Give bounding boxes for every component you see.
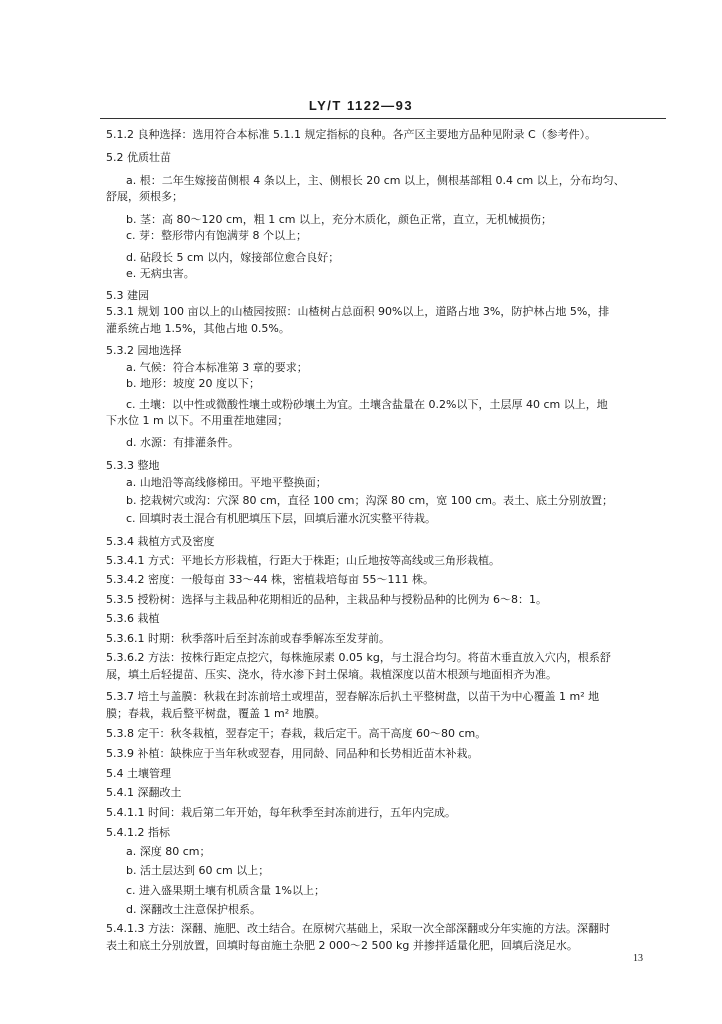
item-b-pits: b. 挖栽树穴或沟：穴深 80 cm，直径 100 cm；沟深 80 cm，宽 100 cm。表土、底土分别放置； — [126, 494, 613, 507]
clause-5-3-7-cont: 膜；春栽，栽后整平树盘，覆盖 1 m² 地膜。 — [106, 707, 326, 720]
clause-5-3-1: 5.3.1 规划 100 亩以上的山楂园按照：山楂树占总面积 90%以上，道路占地 3%，防护林占地 5%，排 — [106, 305, 610, 318]
item-c-soil-cont: 下水位 1 m 以下。不用重茬地建园； — [106, 414, 289, 427]
clause-5-3-4-1: 5.3.4.1 方式：平地长方形栽植，行距大于株距；山丘地按等高线或三角形栽植。 — [106, 554, 500, 567]
item-a-climate: a. 气候：符合本标准第 3 章的要求； — [126, 361, 308, 374]
clause-5-3-9: 5.3.9 补植：缺株应于当年秋或翌春，用同龄、同品种和长势相近苗木补栽。 — [106, 747, 479, 760]
item-d-rootstock: d. 砧段长 5 cm 以内，嫁接部位愈合良好； — [126, 251, 340, 264]
heading-5-4: 5.4 土壤管理 — [106, 767, 171, 780]
clause-5-3-4: 5.3.4 栽植方式及密度 — [106, 535, 215, 548]
clause-5-3-6-2: 5.3.6.2 方法：按株行距定点挖穴，每株施尿素 0.05 kg，与土混合均匀。将苗木垂直放入穴内，根系舒 — [106, 651, 611, 664]
item-d-water: d. 水源：有排灌条件。 — [126, 436, 239, 449]
item-c-soil: c. 土壤：以中性或微酸性壤土或粉砂壤土为宜。土壤含盐量在 0.2%以下，土层厚 40 cm 以上，地 — [126, 398, 608, 411]
item-e-pest: e. 无病虫害。 — [126, 267, 195, 280]
heading-5-2: 5.2 优质壮苗 — [106, 151, 171, 164]
clause-5-3-5: 5.3.5 授粉树：选择与主栽品种花期相近的品种，主栽品种与授粉品种的比例为 6～8：1。 — [106, 593, 547, 606]
clause-5-4-1-3-cont: 表土和底土分别放置，回填时每亩施土杂肥 2 000～2 500 kg 并掺拌适量化肥，回填后浇足水。 — [106, 939, 578, 952]
clause-5-3-6-2-cont: 展，填土后轻提苗、压实、浇水，待水渗下封土保墒。栽植深度以苗木根颈与地面相齐为准。 — [106, 668, 557, 681]
item-d-protect-roots: d. 深翻改土注意保护根系。 — [126, 903, 261, 916]
item-b-live-soil: b. 活土层达到 60 cm 以上； — [126, 864, 270, 877]
clause-5-3-6: 5.3.6 栽植 — [106, 612, 160, 625]
item-c-backfill: c. 回填时表土混合有机肥填压下层，回填后灌水沉实整平待栽。 — [126, 512, 437, 525]
page-number: 13 — [633, 953, 643, 964]
standard-number-header: LY/T 1122—93 — [308, 98, 414, 113]
clause-5-3-4-2: 5.3.4.2 密度：一般每亩 33～44 株，密植栽培每亩 55～111 株。 — [106, 573, 434, 586]
clause-5-3-2: 5.3.2 园地选择 — [106, 344, 182, 357]
item-a-depth: a. 深度 80 cm； — [126, 845, 211, 858]
clause-5-3-8: 5.3.8 定干：秋冬栽植，翌春定干；春栽，栽后定干。高干高度 60～80 cm。 — [106, 727, 487, 740]
item-a-root-cont: 舒展，须根多； — [106, 190, 183, 203]
item-b-terrain: b. 地形：坡度 20 度以下； — [126, 377, 260, 390]
clause-5-3-1-cont: 灌系统占地 1.5%，其他占地 0.5%。 — [106, 322, 290, 335]
clause-5-1-2: 5.1.2 良种选择：选用符合本标准 5.1.1 规定指标的良种。各产区主要地方品种见附录 C（参考件）。 — [106, 128, 597, 141]
clause-5-4-1-1: 5.4.1.1 时间：栽后第二年开始，每年秋季至封冻前进行，五年内完成。 — [106, 806, 456, 819]
clause-5-4-1-2: 5.4.1.2 指标 — [106, 826, 170, 839]
heading-5-3: 5.3 建园 — [106, 289, 149, 302]
clause-5-3-7: 5.3.7 培土与盖膜：秋栽在封冻前培土或埋苗，翌春解冻后扒土平整树盘，以苗干为中心覆盖 1 m² 地 — [106, 690, 600, 703]
header-rule — [100, 118, 666, 119]
clause-5-3-6-1: 5.3.6.1 时期：秋季落叶后至封冻前或春季解冻至发芽前。 — [106, 632, 390, 645]
clause-5-4-1: 5.4.1 深翻改土 — [106, 786, 182, 799]
item-c-bud: c. 芽：整形带内有饱满芽 8 个以上； — [126, 229, 308, 242]
clause-5-3-3: 5.3.3 整地 — [106, 459, 160, 472]
item-a-terrace: a. 山地沿等高线修梯田。平地平整换面； — [126, 476, 327, 489]
item-c-organic: c. 进入盛果期土壤有机质含量 1%以上； — [126, 884, 325, 897]
item-a-root: a. 根：二年生嫁接苗侧根 4 条以上，主、侧根长 20 cm 以上，侧根基部粗 0.4 cm 以上，分布均匀、 — [126, 174, 625, 187]
item-b-stem: b. 茎：高 80～120 cm，粗 1 cm 以上，充分木质化，颜色正常，直立，无机械损伤； — [126, 213, 552, 226]
clause-5-4-1-3: 5.4.1.3 方法：深翻、施肥、改土结合。在原树穴基础上，采取一次全部深翻或分年实施的方法。深翻时 — [106, 922, 610, 935]
